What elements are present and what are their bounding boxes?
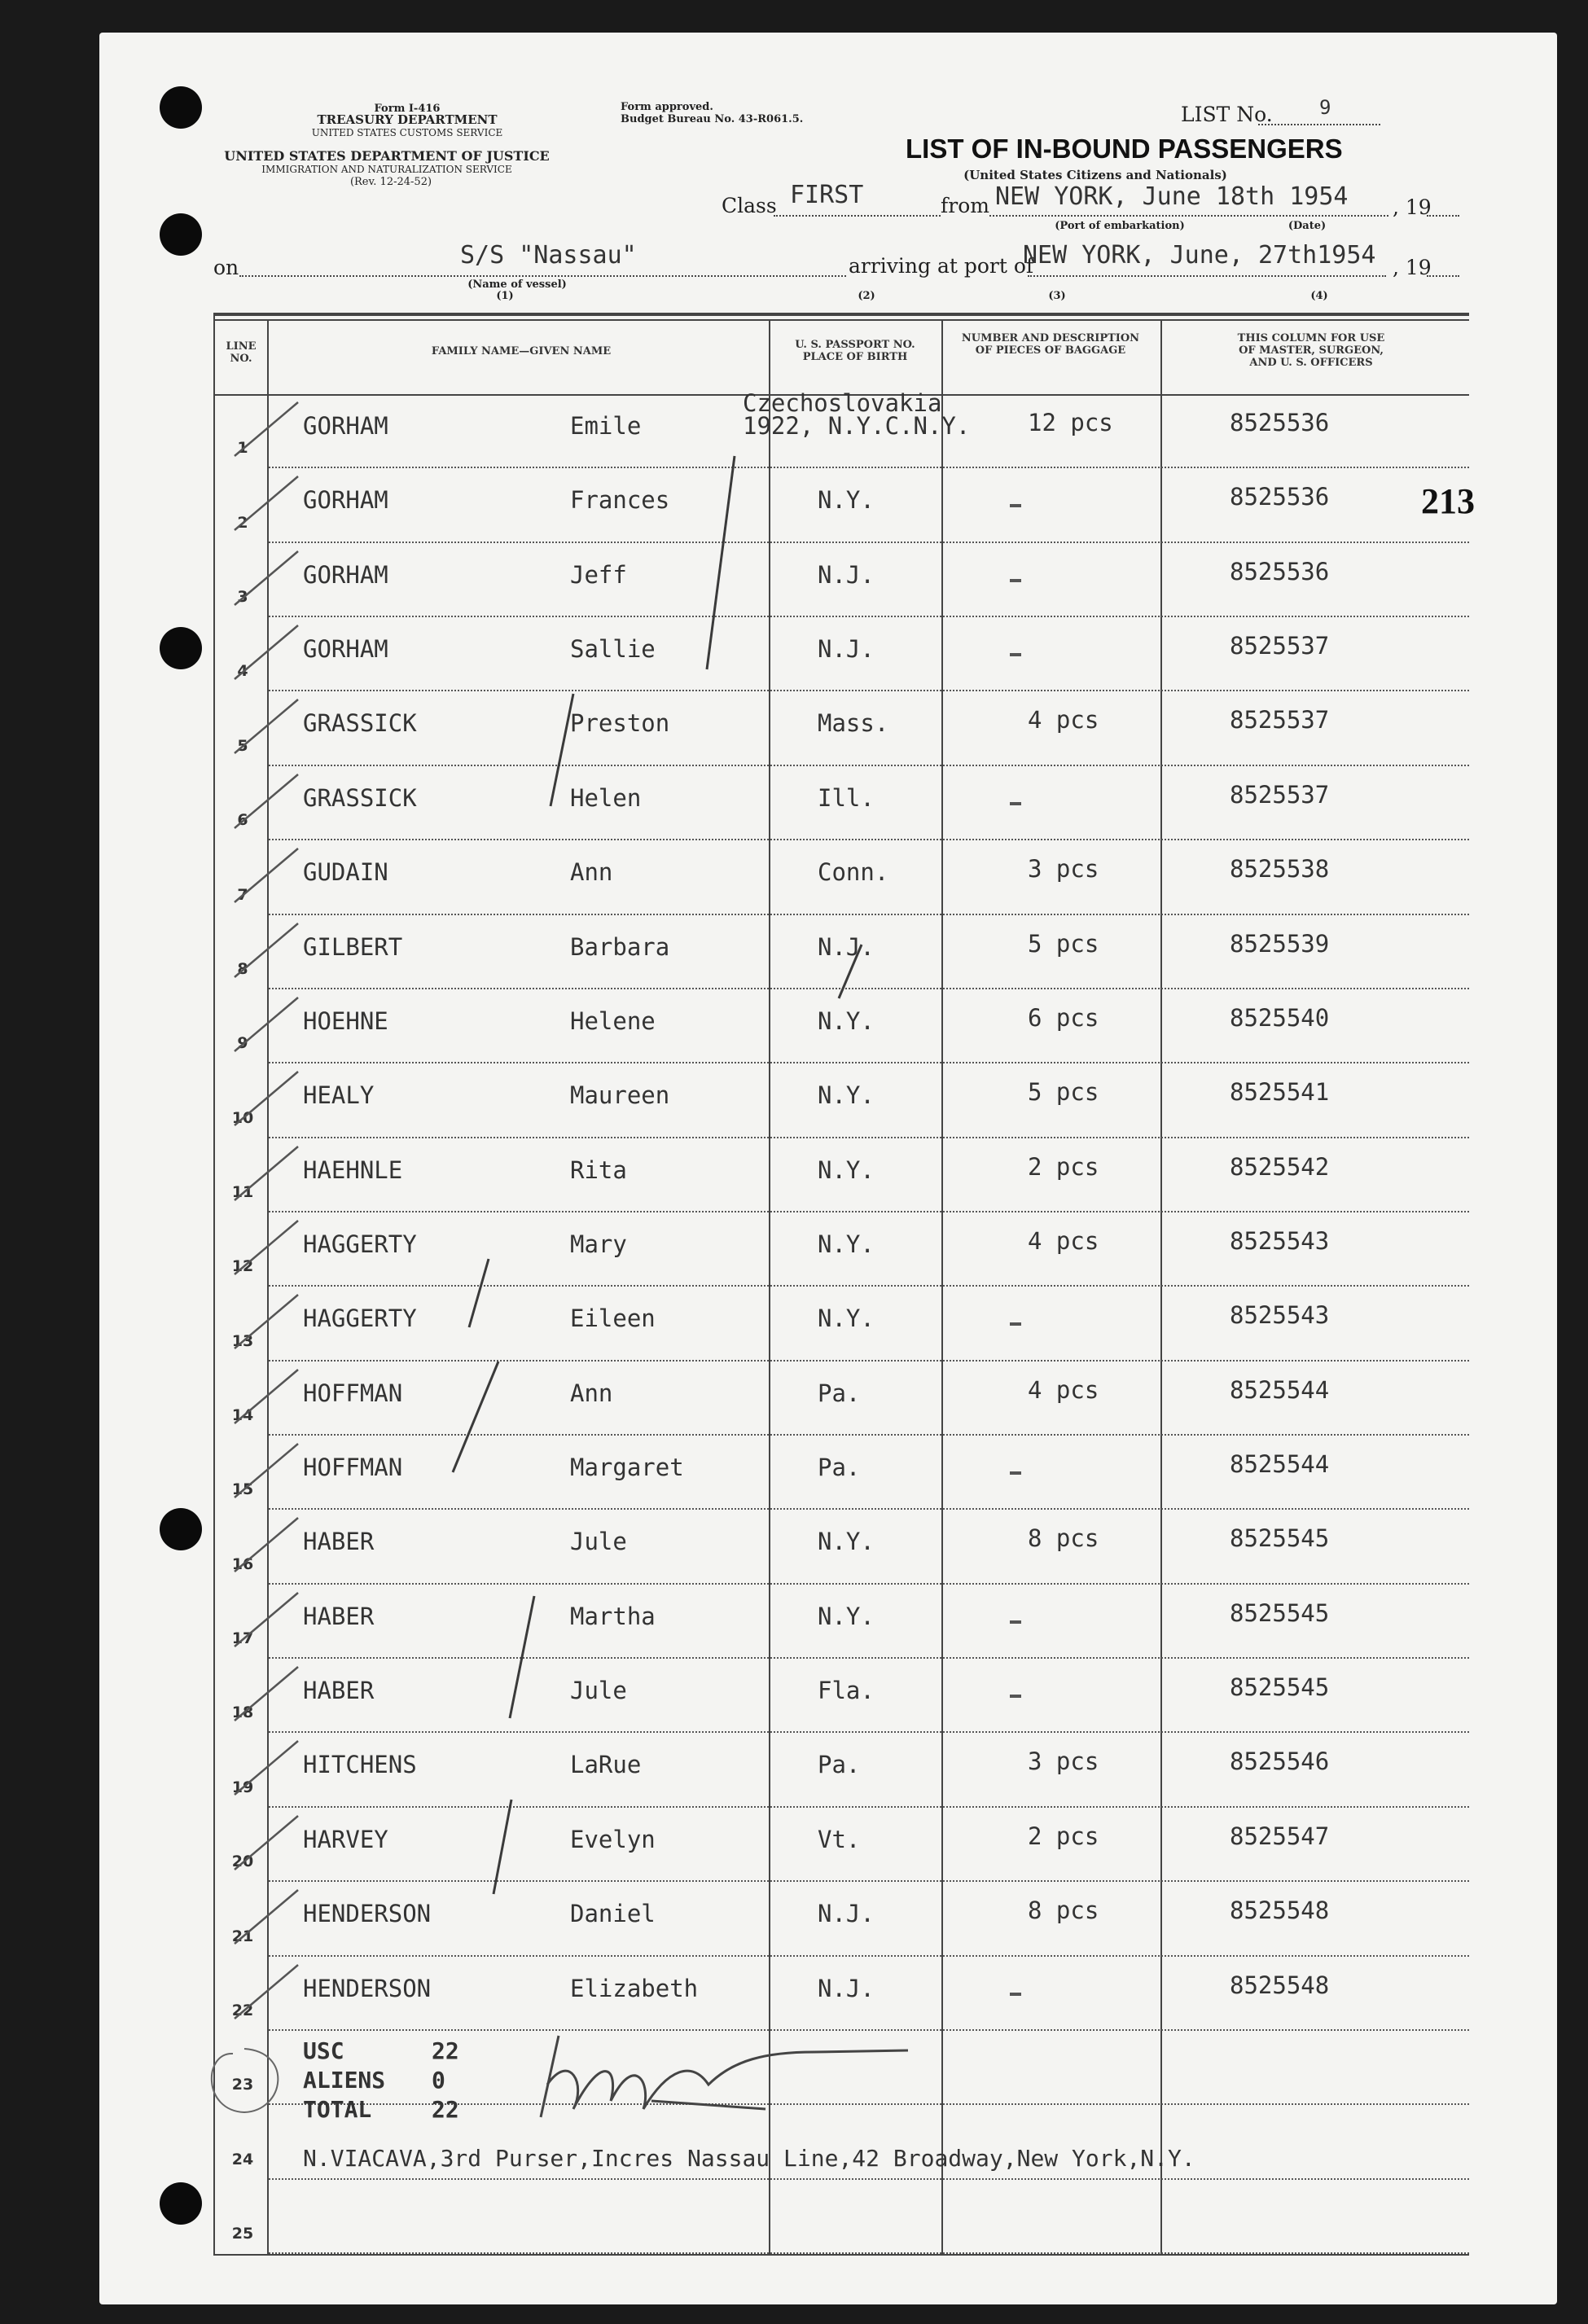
signature: [541, 2036, 908, 2117]
place-of-birth: Pa.: [818, 1454, 861, 1482]
totals-label: USC: [303, 2037, 344, 2064]
line-number: 21: [231, 1927, 254, 1945]
family-name: HENDERSON: [303, 1974, 432, 2002]
given-name: Jule: [570, 1677, 627, 1705]
family-name: HARVEY: [303, 1825, 388, 1853]
family-name: GORHAM: [303, 412, 388, 440]
officer-number: 8525537: [1230, 780, 1330, 809]
line-number: 17: [231, 1629, 254, 1648]
line-number: 16: [231, 1554, 254, 1573]
given-name: Martha: [570, 1602, 656, 1630]
form-number: Form I-416: [374, 103, 441, 115]
manifest-subtitle: (United States Citizens and Nationals): [963, 168, 1227, 182]
family-name: HEALY: [303, 1081, 375, 1110]
baggage: 5 pcs: [1028, 929, 1099, 958]
line-number: 18: [231, 1704, 254, 1722]
family-name: GRASSICK: [303, 783, 417, 812]
officer-number: 8525536: [1230, 409, 1330, 436]
place-of-birth: Ill.: [818, 783, 875, 812]
family-name: HAGGERTY: [303, 1230, 417, 1258]
officer-number: 8525540: [1230, 1003, 1330, 1032]
given-name: Mary: [570, 1230, 627, 1258]
given-name: Sallie: [570, 635, 656, 664]
family-name: HOEHNE: [303, 1006, 388, 1035]
totals-value: 22: [432, 2037, 459, 2064]
budget-bureau: Budget Bureau No. 43-R061.5.: [621, 113, 804, 125]
place-of-birth: N.J.: [818, 560, 875, 589]
line-number: 5: [237, 736, 248, 755]
line-number: 13: [231, 1331, 254, 1350]
officer-number: 8525544: [1230, 1375, 1330, 1404]
baggage: 3 pcs: [1028, 1747, 1099, 1776]
officer-number: 8525543: [1230, 1226, 1330, 1255]
line-number: 23: [231, 2076, 254, 2094]
line-number: 25: [231, 2225, 254, 2243]
family-name: HOFFMAN: [303, 1454, 403, 1482]
place-of-birth: N.Y.: [818, 1230, 875, 1258]
line-number: 19: [231, 1778, 254, 1796]
col-header-officers: THIS COLUMN FOR USE OF MASTER, SURGEON, AND U. S. OFFICERS: [1237, 332, 1385, 369]
given-name: Eileen: [570, 1305, 656, 1333]
baggage: 4 pcs: [1028, 706, 1099, 734]
col3-number: (3): [1048, 290, 1066, 302]
given-name: Margaret: [570, 1454, 684, 1482]
family-name: HABER: [303, 1677, 375, 1705]
customs-service: UNITED STATES CUSTOMS SERVICE: [311, 127, 503, 138]
place-of-birth: N.J.: [818, 1974, 875, 2002]
place-of-birth: N.Y.: [818, 1305, 875, 1333]
family-name: GUDAIN: [303, 858, 388, 887]
line-number: 10: [231, 1108, 254, 1127]
place-of-birth: N.Y.: [818, 1006, 875, 1035]
place-of-birth: N.Y.: [818, 1081, 875, 1110]
given-name: Jule: [570, 1528, 627, 1556]
form-approved: Form approved.: [621, 101, 713, 113]
list-no-label: LIST No.: [1181, 103, 1273, 126]
form-revision: (Rev. 12-24-52): [349, 176, 432, 188]
col4-number: (4): [1310, 290, 1328, 302]
line-number: 20: [231, 1853, 254, 1871]
family-name: GRASSICK: [303, 709, 417, 738]
line-number: 2: [237, 513, 248, 532]
purser-line: N.VIACAVA,3rd Purser,Incres Nassau Line,42 Broadway,New York,N.Y.: [303, 2145, 1195, 2172]
officer-number: 8525543: [1230, 1301, 1330, 1330]
place-of-birth: 1922, N.Y.C.N.Y.: [743, 412, 971, 440]
list-no-value: 9: [1319, 96, 1331, 119]
given-name: Barbara: [570, 932, 670, 961]
officer-number: 8525545: [1230, 1598, 1330, 1627]
baggage: 5 pcs: [1028, 1078, 1099, 1107]
family-name: GILBERT: [303, 932, 403, 961]
given-name: Maureen: [570, 1081, 670, 1110]
col-header-line: LINE NO.: [226, 340, 257, 365]
family-name: GORHAM: [303, 560, 388, 589]
place-of-birth: N.Y.: [818, 486, 875, 515]
place-of-birth: N.J.: [818, 1900, 875, 1928]
arriving-label: arriving at port of: [849, 254, 1034, 278]
manifest-title: LIST OF IN-BOUND PASSENGERS: [906, 134, 1343, 164]
officer-number: 8525545: [1230, 1673, 1330, 1702]
treasury-dept: TREASURY DEPARTMENT: [317, 112, 498, 127]
family-name: HENDERSON: [303, 1900, 432, 1928]
on-label: on: [213, 256, 239, 279]
officer-number: 8525538: [1230, 855, 1330, 884]
given-name: Daniel: [570, 1900, 656, 1928]
given-name: Helen: [570, 783, 642, 812]
col-header-baggage: NUMBER AND DESCRIPTION OF PIECES OF BAGGAGE: [961, 332, 1140, 357]
line-number: 14: [231, 1406, 254, 1425]
from-year-suffix: , 19: [1393, 195, 1432, 219]
line-number: 24: [231, 2150, 254, 2168]
place-of-birth: N.Y.: [818, 1155, 875, 1184]
place-of-birth: Fla.: [818, 1677, 875, 1705]
totals-value: 0: [432, 2067, 445, 2094]
arrival-value: NEW YORK, June, 27th1954: [1023, 241, 1376, 270]
family-name: HAGGERTY: [303, 1305, 417, 1333]
place-of-birth: Pa.: [818, 1751, 861, 1779]
officer-number: 8525546: [1230, 1747, 1330, 1776]
officer-number: 8525548: [1230, 1896, 1330, 1925]
officer-number: 8525545: [1230, 1524, 1330, 1553]
ins-service: IMMIGRATION AND NATURALIZATION SERVICE: [261, 164, 512, 175]
from-value: NEW YORK, June 18th 1954: [995, 182, 1349, 211]
family-name: HAEHNLE: [303, 1155, 403, 1184]
given-name: Ann: [570, 858, 613, 887]
officer-number: 8525544: [1230, 1450, 1330, 1479]
officer-number: 8525539: [1230, 929, 1330, 958]
officer-number: 8525541: [1230, 1078, 1330, 1107]
given-name: Helene: [570, 1006, 656, 1035]
baggage: 3 pcs: [1028, 855, 1099, 884]
baggage: 12 pcs: [1028, 409, 1113, 436]
officer-number: 8525547: [1230, 1822, 1330, 1850]
officer-number: 8525536: [1230, 557, 1330, 585]
given-name: LaRue: [570, 1751, 642, 1779]
vessel-value: S/S "Nassau": [460, 241, 637, 270]
given-name: Elizabeth: [570, 1974, 699, 2002]
class-label: Class: [722, 194, 777, 217]
officer-number: 8525542: [1230, 1152, 1330, 1181]
family-name: GORHAM: [303, 486, 388, 515]
given-name: Emile: [570, 412, 642, 440]
line-number: 22: [231, 2001, 254, 2019]
family-name: HABER: [303, 1528, 375, 1556]
family-name: GORHAM: [303, 635, 388, 664]
col2-number: (2): [858, 290, 875, 302]
line-number: 15: [231, 1480, 254, 1499]
col-header-passport: U. S. PASSPORT NO. PLACE OF BIRTH: [795, 339, 915, 363]
family-name: HOFFMAN: [303, 1379, 403, 1407]
from-label: from: [941, 194, 989, 217]
line-number: 8: [237, 959, 248, 978]
totals-label: TOTAL: [303, 2096, 372, 2123]
date-caption: (Date): [1288, 220, 1327, 232]
officer-number: 8525537: [1230, 632, 1330, 660]
place-of-birth: N.Y.: [818, 1602, 875, 1630]
place-of-birth: Mass.: [818, 709, 889, 738]
vessel-col-number: (1): [496, 290, 514, 302]
officer-number: 8525537: [1230, 706, 1330, 734]
baggage: 8 pcs: [1028, 1524, 1099, 1553]
col-header-name: FAMILY NAME—GIVEN NAME: [431, 345, 612, 357]
line-number: 4: [237, 662, 248, 681]
given-name: Ann: [570, 1379, 613, 1407]
place-of-birth: N.Y.: [818, 1528, 875, 1556]
officer-number: 8525548: [1230, 1971, 1330, 1999]
baggage: 4 pcs: [1028, 1226, 1099, 1255]
totals-value: 22: [432, 2096, 459, 2123]
baggage: 4 pcs: [1028, 1375, 1099, 1404]
given-name: Preston: [570, 709, 670, 738]
class-value: FIRST: [790, 181, 864, 209]
line-number: 12: [231, 1257, 254, 1276]
line-number: 9: [237, 1034, 248, 1053]
baggage: 6 pcs: [1028, 1003, 1099, 1032]
family-name: HABER: [303, 1602, 375, 1630]
baggage: 2 pcs: [1028, 1152, 1099, 1181]
port-caption: (Port of embarkation): [1055, 220, 1185, 232]
baggage: 2 pcs: [1028, 1822, 1099, 1850]
family-name: HITCHENS: [303, 1751, 417, 1779]
place-of-birth: N.J.: [818, 932, 875, 961]
line-number: 7: [237, 885, 248, 904]
baggage: 8 pcs: [1028, 1896, 1099, 1925]
justice-dept: UNITED STATES DEPARTMENT OF JUSTICE: [224, 148, 550, 164]
given-name: Evelyn: [570, 1825, 656, 1853]
given-name: Frances: [570, 486, 670, 515]
totals-label: ALIENS: [303, 2067, 386, 2094]
place-of-birth: N.J.: [818, 635, 875, 664]
place-of-birth: Vt.: [818, 1825, 861, 1853]
vessel-caption: (Name of vessel): [467, 278, 567, 291]
line-number: 1: [237, 439, 248, 458]
line-number: 3: [237, 588, 248, 607]
given-name: Rita: [570, 1155, 627, 1184]
arrival-year-suffix: , 19: [1393, 256, 1432, 279]
line-number: 11: [231, 1182, 254, 1201]
row1-birth-country: Czechoslovakia: [743, 389, 942, 417]
place-of-birth: Conn.: [818, 858, 889, 887]
line-number: 6: [237, 811, 248, 830]
place-of-birth: Pa.: [818, 1379, 861, 1407]
page-stamp: 213: [1421, 481, 1475, 521]
officer-number: 8525536: [1230, 483, 1330, 511]
given-name: Jeff: [570, 560, 627, 589]
